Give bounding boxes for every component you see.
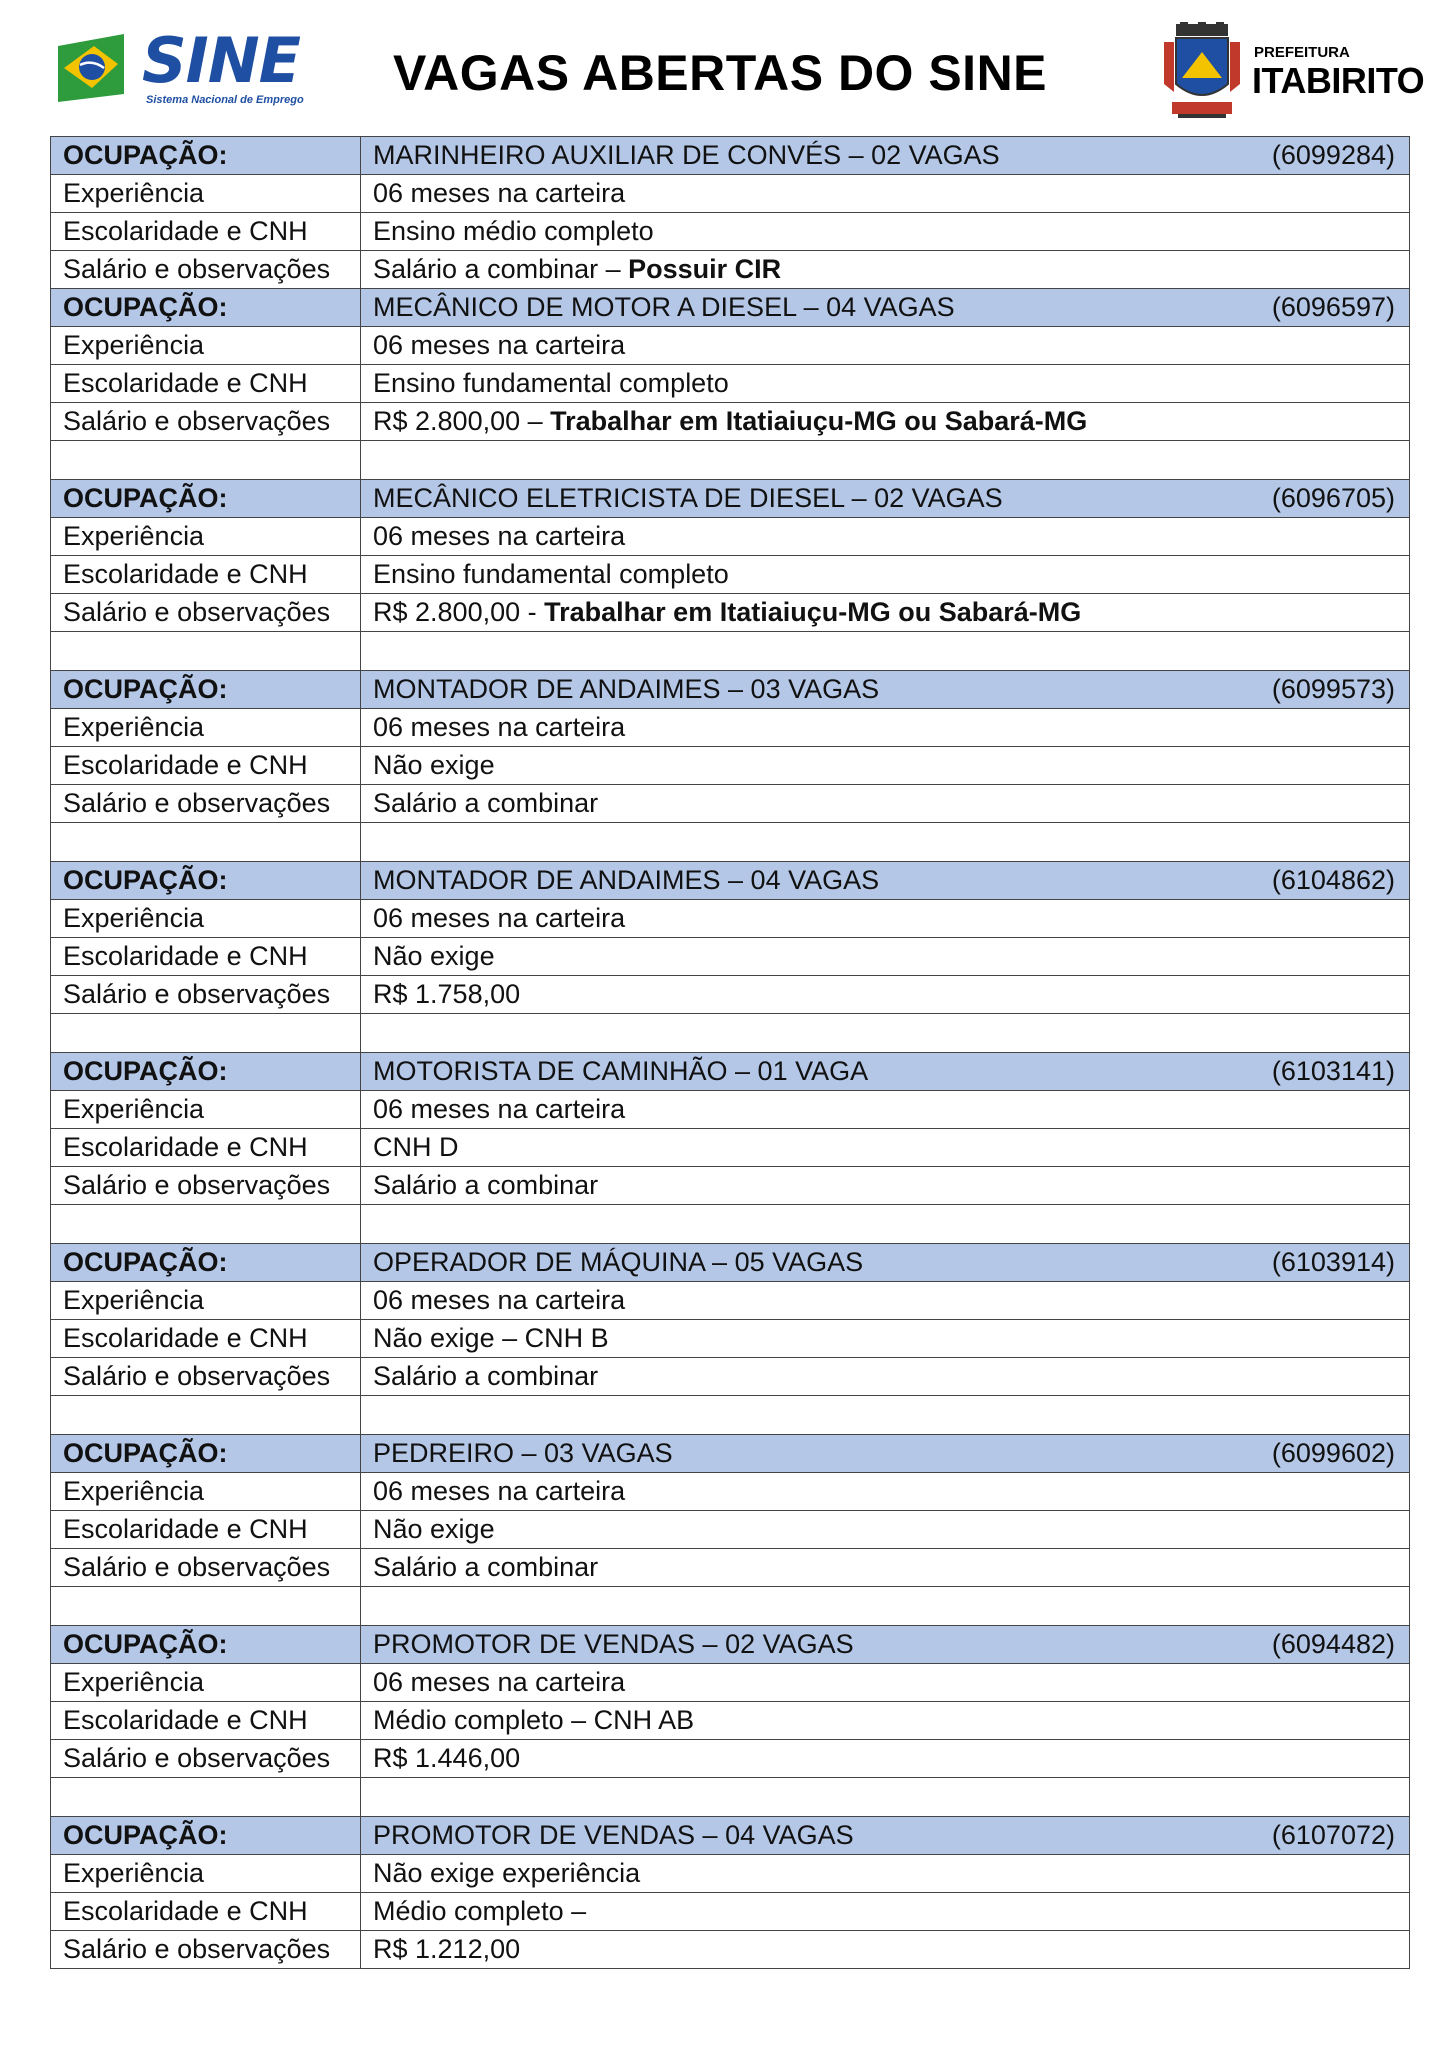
prefeitura-logo [1158, 22, 1425, 122]
salary-row [51, 1358, 1410, 1396]
experience-row [51, 1282, 1410, 1320]
experience-row [51, 1091, 1410, 1129]
education-row [51, 938, 1410, 976]
experience-value: Não exige experiência [373, 1858, 641, 1888]
salary-label: Salário e observações [51, 1740, 361, 1778]
spacer-cell [361, 632, 1410, 671]
occupation-code: (6107072) [1271, 1820, 1395, 1850]
prefeitura-label: PREFEITURA [1254, 44, 1350, 61]
spacer-cell [51, 632, 361, 671]
salary-row [51, 1740, 1410, 1778]
experience-label: Experiência [51, 1282, 361, 1320]
experience-value-cell [361, 327, 1410, 365]
salary-label: Salário e observações [51, 976, 361, 1014]
salary-value: Salário a combinar [373, 1170, 599, 1200]
salary-value-cell [361, 1358, 1410, 1396]
occupation-row [51, 480, 1410, 518]
occupation-row [51, 862, 1410, 900]
occupation-cell [361, 289, 1410, 327]
occupation-cell [361, 862, 1410, 900]
prefeitura-name: ITABIRITO [1252, 60, 1425, 101]
education-value: Ensino médio completo [373, 216, 654, 246]
education-value-cell [361, 1511, 1410, 1549]
experience-value-cell [361, 1855, 1410, 1893]
salary-value-cell [361, 594, 1410, 632]
occupation-title: PEDREIRO – 03 VAGAS [373, 1438, 673, 1468]
education-row [51, 1320, 1410, 1358]
salary-row [51, 1549, 1410, 1587]
occupation-row [51, 671, 1410, 709]
spacer-cell [361, 1778, 1410, 1817]
experience-value-cell [361, 1473, 1410, 1511]
education-value-cell [361, 747, 1410, 785]
occupation-code: (6103141) [1271, 1056, 1395, 1086]
occupation-cell [361, 1817, 1410, 1855]
salary-value-cell [361, 976, 1410, 1014]
education-value-cell [361, 1129, 1410, 1167]
experience-label: Experiência [51, 175, 361, 213]
experience-label: Experiência [51, 709, 361, 747]
salary-label: Salário e observações [51, 403, 361, 441]
experience-value: 06 meses na carteira [373, 330, 626, 360]
spacer-cell [51, 1778, 361, 1817]
salary-value: R$ 2.800,00 – [373, 406, 551, 436]
salary-value: R$ 1.446,00 [373, 1743, 521, 1773]
salary-value: Salário a combinar – [373, 254, 629, 284]
city-crest-icon [1158, 22, 1246, 120]
spacer-cell [51, 1014, 361, 1053]
spacer-cell [51, 441, 361, 480]
experience-value: 06 meses na carteira [373, 1476, 626, 1506]
occupation-content [373, 289, 1409, 326]
occupation-content [373, 1626, 1409, 1663]
job-openings-table [50, 136, 1410, 1969]
spacer-cell [51, 1396, 361, 1435]
salary-value: R$ 1.212,00 [373, 1934, 521, 1964]
occupation-label: OCUPAÇÃO: [51, 1626, 361, 1664]
salary-label: Salário e observações [51, 1931, 361, 1969]
education-value: Não exige [373, 1514, 495, 1544]
salary-value: R$ 1.758,00 [373, 979, 521, 1009]
salary-row [51, 403, 1410, 441]
occupation-label: OCUPAÇÃO: [51, 862, 361, 900]
occupation-title: MECÂNICO ELETRICISTA DE DIESEL – 02 VAGAS [373, 483, 1003, 513]
spacer-cell [51, 823, 361, 862]
occupation-title: MOTORISTA DE CAMINHÃO – 01 VAGA [373, 1056, 869, 1086]
salary-value-cell [361, 1549, 1410, 1587]
salary-value-cell [361, 1931, 1410, 1969]
occupation-label: OCUPAÇÃO: [51, 671, 361, 709]
education-value: Médio completo – [373, 1896, 587, 1926]
salary-note: Trabalhar em Itatiaiuçu-MG ou Sabará-MG [550, 406, 1088, 436]
spacer-row [51, 1396, 1410, 1435]
experience-value: 06 meses na carteira [373, 1285, 626, 1315]
salary-label: Salário e observações [51, 594, 361, 632]
occupation-title: MONTADOR DE ANDAIMES – 03 VAGAS [373, 674, 880, 704]
experience-value-cell [361, 175, 1410, 213]
occupation-cell [361, 1435, 1410, 1473]
salary-row [51, 1931, 1410, 1969]
education-label: Escolaridade e CNH [51, 365, 361, 403]
experience-value-cell [361, 518, 1410, 556]
occupation-cell [361, 671, 1410, 709]
salary-label: Salário e observações [51, 251, 361, 289]
salary-row [51, 976, 1410, 1014]
sine-flag-icon [54, 32, 138, 104]
education-label: Escolaridade e CNH [51, 1320, 361, 1358]
occupation-content [373, 1053, 1409, 1090]
salary-row [51, 594, 1410, 632]
occupation-cell [361, 1626, 1410, 1664]
education-value: Não exige [373, 750, 495, 780]
education-row [51, 1702, 1410, 1740]
education-label: Escolaridade e CNH [51, 556, 361, 594]
occupation-label: OCUPAÇÃO: [51, 1817, 361, 1855]
occupation-content [373, 137, 1409, 174]
salary-label: Salário e observações [51, 1358, 361, 1396]
spacer-row [51, 1205, 1410, 1244]
experience-row [51, 518, 1410, 556]
experience-row [51, 175, 1410, 213]
experience-value: 06 meses na carteira [373, 178, 626, 208]
education-row [51, 1129, 1410, 1167]
occupation-row [51, 1626, 1410, 1664]
experience-row [51, 1855, 1410, 1893]
salary-value-cell [361, 785, 1410, 823]
education-label: Escolaridade e CNH [51, 1893, 361, 1931]
salary-note: Trabalhar em Itatiaiuçu-MG ou Sabará-MG [544, 597, 1082, 627]
education-label: Escolaridade e CNH [51, 1129, 361, 1167]
occupation-title: OPERADOR DE MÁQUINA – 05 VAGAS [373, 1247, 864, 1277]
experience-label: Experiência [51, 1664, 361, 1702]
occupation-label: OCUPAÇÃO: [51, 289, 361, 327]
occupation-label: OCUPAÇÃO: [51, 480, 361, 518]
salary-value: Salário a combinar [373, 1552, 599, 1582]
education-row [51, 556, 1410, 594]
experience-label: Experiência [51, 518, 361, 556]
salary-value: Salário a combinar [373, 788, 599, 818]
occupation-content [373, 1817, 1409, 1854]
education-row [51, 365, 1410, 403]
occupation-label: OCUPAÇÃO: [51, 1053, 361, 1091]
sine-logo-subtitle: Sistema Nacional de Emprego [146, 94, 304, 106]
occupation-content [373, 1244, 1409, 1281]
experience-value-cell [361, 1664, 1410, 1702]
education-label: Escolaridade e CNH [51, 747, 361, 785]
occupation-label: OCUPAÇÃO: [51, 1435, 361, 1473]
experience-row [51, 709, 1410, 747]
spacer-cell [361, 1205, 1410, 1244]
education-value: Ensino fundamental completo [373, 559, 729, 589]
education-label: Escolaridade e CNH [51, 938, 361, 976]
education-value-cell [361, 1702, 1410, 1740]
experience-row [51, 327, 1410, 365]
occupation-row [51, 137, 1410, 175]
salary-row [51, 785, 1410, 823]
education-row [51, 1511, 1410, 1549]
occupation-cell [361, 1053, 1410, 1091]
spacer-cell [361, 441, 1410, 480]
education-value-cell [361, 556, 1410, 594]
experience-value-cell [361, 1282, 1410, 1320]
occupation-title: MARINHEIRO AUXILIAR DE CONVÉS – 02 VAGAS [373, 140, 1000, 170]
spacer-row [51, 632, 1410, 671]
salary-value-cell [361, 1167, 1410, 1205]
occupation-code: (6104862) [1271, 865, 1395, 895]
salary-value: Salário a combinar [373, 1361, 599, 1391]
salary-label: Salário e observações [51, 1167, 361, 1205]
education-value: CNH D [373, 1132, 459, 1162]
occupation-code: (6096597) [1271, 292, 1395, 322]
spacer-row [51, 441, 1410, 480]
experience-value-cell [361, 900, 1410, 938]
salary-note: Possuir CIR [628, 254, 782, 284]
spacer-row [51, 823, 1410, 862]
sine-logo-text: SINE [142, 24, 300, 97]
experience-value: 06 meses na carteira [373, 712, 626, 742]
occupation-title: PROMOTOR DE VENDAS – 04 VAGAS [373, 1820, 854, 1850]
page-title: VAGAS ABERTAS DO SINE [392, 45, 1048, 101]
education-value: Não exige [373, 941, 495, 971]
occupation-code: (6094482) [1271, 1629, 1395, 1659]
spacer-cell [361, 1014, 1410, 1053]
salary-value-cell [361, 403, 1410, 441]
education-label: Escolaridade e CNH [51, 1702, 361, 1740]
education-row [51, 747, 1410, 785]
occupation-row [51, 289, 1410, 327]
experience-label: Experiência [51, 1855, 361, 1893]
education-label: Escolaridade e CNH [51, 213, 361, 251]
occupation-row [51, 1817, 1410, 1855]
education-value-cell [361, 1320, 1410, 1358]
occupation-label: OCUPAÇÃO: [51, 1244, 361, 1282]
education-value: Médio completo – CNH AB [373, 1705, 695, 1735]
education-value-cell [361, 1893, 1410, 1931]
experience-label: Experiência [51, 327, 361, 365]
salary-row [51, 1167, 1410, 1205]
salary-row [51, 251, 1410, 289]
experience-label: Experiência [51, 1091, 361, 1129]
salary-value: R$ 2.800,00 - [373, 597, 545, 627]
education-label: Escolaridade e CNH [51, 1511, 361, 1549]
experience-value: 06 meses na carteira [373, 1667, 626, 1697]
occupation-title: MONTADOR DE ANDAIMES – 04 VAGAS [373, 865, 880, 895]
salary-value-cell [361, 1740, 1410, 1778]
education-row [51, 1893, 1410, 1931]
occupation-content [373, 862, 1409, 899]
occupation-code: (6099284) [1271, 140, 1395, 170]
spacer-row [51, 1587, 1410, 1626]
occupation-label: OCUPAÇÃO: [51, 137, 361, 175]
education-value: Não exige – CNH B [373, 1323, 609, 1353]
experience-label: Experiência [51, 1473, 361, 1511]
occupation-code: (6099602) [1271, 1438, 1395, 1468]
occupation-cell [361, 480, 1410, 518]
occupation-code: (6096705) [1271, 483, 1395, 513]
experience-value: 06 meses na carteira [373, 1094, 626, 1124]
occupation-row [51, 1053, 1410, 1091]
education-row [51, 213, 1410, 251]
experience-value-cell [361, 1091, 1410, 1129]
occupation-content [373, 1435, 1409, 1472]
experience-row [51, 900, 1410, 938]
experience-row [51, 1473, 1410, 1511]
page-header [0, 0, 1448, 136]
education-value-cell [361, 365, 1410, 403]
occupation-title: MECÂNICO DE MOTOR A DIESEL – 04 VAGAS [373, 292, 955, 322]
occupation-row [51, 1435, 1410, 1473]
experience-value: 06 meses na carteira [373, 521, 626, 551]
occupation-code: (6099573) [1271, 674, 1395, 704]
spacer-row [51, 1778, 1410, 1817]
experience-row [51, 1664, 1410, 1702]
experience-value: 06 meses na carteira [373, 903, 626, 933]
occupation-cell [361, 1244, 1410, 1282]
education-value-cell [361, 213, 1410, 251]
salary-label: Salário e observações [51, 785, 361, 823]
spacer-cell [51, 1205, 361, 1244]
salary-label: Salário e observações [51, 1549, 361, 1587]
experience-label: Experiência [51, 900, 361, 938]
occupation-row [51, 1244, 1410, 1282]
occupation-cell [361, 137, 1410, 175]
spacer-cell [361, 1587, 1410, 1626]
sine-logo [54, 24, 304, 110]
occupation-content [373, 480, 1409, 517]
occupation-content [373, 671, 1409, 708]
spacer-cell [361, 1396, 1410, 1435]
occupation-code: (6103914) [1271, 1247, 1395, 1277]
job-openings-body [51, 137, 1410, 1969]
spacer-cell [51, 1587, 361, 1626]
spacer-cell [361, 823, 1410, 862]
spacer-row [51, 1014, 1410, 1053]
salary-value-cell [361, 251, 1410, 289]
education-value-cell [361, 938, 1410, 976]
occupation-title: PROMOTOR DE VENDAS – 02 VAGAS [373, 1629, 854, 1659]
experience-value-cell [361, 709, 1410, 747]
education-value: Ensino fundamental completo [373, 368, 729, 398]
